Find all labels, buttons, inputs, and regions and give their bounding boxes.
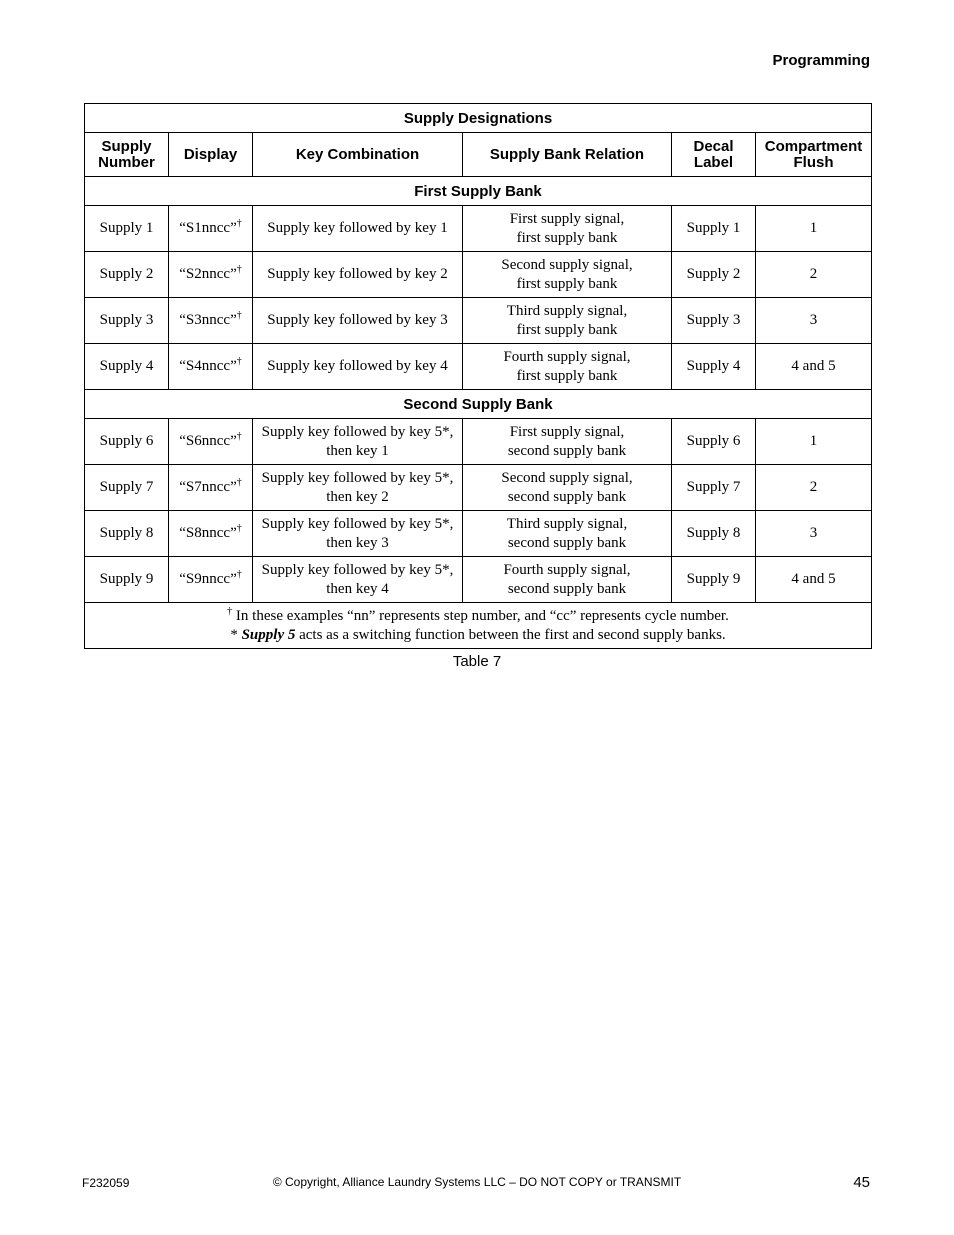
key-combination-cell (253, 557, 463, 603)
cell-line: Supply key followed by key 5*, (261, 561, 454, 578)
key-combination-cell (253, 298, 463, 344)
column-header-line: Display (183, 145, 238, 163)
display-cell (169, 419, 253, 465)
display-code: “S6nncc” (179, 433, 237, 449)
column-header-line: Compartment (764, 137, 863, 155)
supply-number-cell: Supply 8 (85, 511, 169, 557)
cell-line: Third supply signal, (506, 302, 628, 319)
supply-number-cell: Supply 2 (85, 252, 169, 298)
display-code: “S2nncc” (179, 266, 237, 282)
display-cell (169, 206, 253, 252)
cell-line: then key 2 (326, 488, 389, 505)
decal-label-cell: Supply 4 (672, 344, 756, 390)
dagger-mark: † (236, 356, 242, 367)
cell-line: Second supply signal, (501, 469, 633, 486)
compartment-flush-cell: 4 and 5 (756, 557, 872, 603)
table-row (85, 557, 872, 603)
bank-row (85, 390, 872, 419)
cell-line: second supply bank (507, 488, 627, 505)
table-row (85, 344, 872, 390)
table-caption: Table 7 (452, 653, 502, 670)
dagger-mark: † (236, 310, 242, 321)
star-footnote (88, 626, 868, 645)
decal-label-cell: Supply 2 (672, 252, 756, 298)
bank-relation-cell (463, 511, 672, 557)
dagger-mark: † (236, 218, 242, 229)
display-code: “S8nncc” (179, 525, 237, 541)
table-title: Supply Designations (85, 104, 872, 133)
column-header (756, 133, 872, 177)
bank-label: Second Supply Bank (85, 390, 872, 419)
display-code: “S4nncc” (179, 358, 237, 374)
bank-relation-cell (463, 557, 672, 603)
column-header (463, 133, 672, 177)
compartment-flush-cell: 3 (756, 298, 872, 344)
table-row (85, 465, 872, 511)
cell-line: Supply key followed by key 2 (267, 266, 448, 282)
bank-relation-cell (463, 465, 672, 511)
cell-line: Supply key followed by key 5*, (261, 469, 454, 486)
compartment-flush-cell: 3 (756, 511, 872, 557)
cell-line: first supply bank (516, 275, 618, 292)
key-combination-cell (253, 344, 463, 390)
cell-line: first supply bank (516, 321, 618, 338)
star-footnote-emphasis: Supply 5 (241, 626, 296, 643)
compartment-flush-cell: 2 (756, 252, 872, 298)
display-cell (169, 511, 253, 557)
cell-line: second supply bank (507, 580, 627, 597)
column-header-row (85, 133, 872, 177)
column-header-line: Number (98, 153, 155, 171)
cell-line: Supply key followed by key 4 (267, 358, 448, 374)
cell-line: First supply signal, (509, 210, 625, 227)
dagger-mark: † (236, 569, 242, 580)
key-combination-cell (253, 419, 463, 465)
dagger-mark: † (236, 431, 242, 442)
display-cell (169, 344, 253, 390)
decal-label-cell: Supply 6 (672, 419, 756, 465)
table-row (85, 206, 872, 252)
table-row (85, 419, 872, 465)
compartment-flush-cell: 1 (756, 419, 872, 465)
table-row (85, 298, 872, 344)
column-header (672, 133, 756, 177)
cell-line: Supply key followed by key 5*, (261, 515, 454, 532)
dagger-mark: † (236, 523, 242, 534)
footnote-row (85, 603, 872, 649)
column-header-line: Label (693, 153, 734, 171)
section-header: Programming (772, 52, 870, 69)
display-code: “S3nncc” (179, 312, 237, 328)
bank-relation-cell (463, 252, 672, 298)
display-cell (169, 557, 253, 603)
key-combination-cell (253, 511, 463, 557)
bank-relation-cell (463, 206, 672, 252)
copyright-notice: © Copyright, Alliance Laundry Systems LLC – DO NOT COPY or TRANSMIT (272, 1175, 682, 1189)
display-cell (169, 465, 253, 511)
cell-line: Supply key followed by key 1 (267, 220, 448, 236)
cell-line: Fourth supply signal, (503, 348, 631, 365)
cell-line: Second supply signal, (501, 256, 633, 273)
compartment-flush-cell: 2 (756, 465, 872, 511)
display-cell (169, 298, 253, 344)
star-mark: * (230, 626, 242, 643)
cell-line: Third supply signal, (506, 515, 628, 532)
star-footnote-text: acts as a switching function between the first and second supply banks. (295, 626, 726, 643)
compartment-flush-cell: 1 (756, 206, 872, 252)
bank-row (85, 177, 872, 206)
dagger-mark: † (236, 477, 242, 488)
dagger-mark: † (227, 605, 233, 617)
key-combination-cell (253, 465, 463, 511)
decal-label-cell: Supply 7 (672, 465, 756, 511)
cell-line: first supply bank (516, 367, 618, 384)
cell-line: Supply key followed by key 3 (267, 312, 448, 328)
column-header-line: Decal (693, 137, 734, 155)
dagger-footnote (88, 607, 868, 626)
column-header-line: Supply (101, 137, 152, 155)
compartment-flush-cell: 4 and 5 (756, 344, 872, 390)
dagger-footnote-text: In these examples “nn” represents step number, and “cc” represents cycle number. (232, 607, 729, 624)
supply-number-cell: Supply 6 (85, 419, 169, 465)
bank-relation-cell (463, 419, 672, 465)
decal-label-cell: Supply 8 (672, 511, 756, 557)
cell-line: Supply key followed by key 5*, (261, 423, 454, 440)
supply-number-cell: Supply 9 (85, 557, 169, 603)
table-row (85, 252, 872, 298)
dagger-mark: † (236, 264, 242, 275)
document-number: F232059 (82, 1176, 130, 1190)
column-header (85, 133, 169, 177)
display-code: “S7nncc” (179, 479, 237, 495)
supply-number-cell: Supply 4 (85, 344, 169, 390)
cell-line: then key 1 (326, 442, 389, 459)
bank-relation-cell (463, 298, 672, 344)
footnotes (85, 603, 872, 649)
display-code: “S9nncc” (179, 571, 237, 587)
cell-line: second supply bank (507, 534, 627, 551)
cell-line: then key 4 (326, 580, 389, 597)
cell-line: second supply bank (507, 442, 627, 459)
cell-line: first supply bank (516, 229, 618, 246)
decal-label-cell: Supply 9 (672, 557, 756, 603)
display-code: “S1nncc” (179, 220, 237, 236)
column-header-line: Flush (793, 153, 834, 171)
display-cell (169, 252, 253, 298)
bank-relation-cell (463, 344, 672, 390)
decal-label-cell: Supply 3 (672, 298, 756, 344)
cell-line: Fourth supply signal, (503, 561, 631, 578)
table-row (85, 511, 872, 557)
page-number: 45 (853, 1174, 870, 1191)
bank-label: First Supply Bank (85, 177, 872, 206)
supply-number-cell: Supply 3 (85, 298, 169, 344)
column-header (169, 133, 253, 177)
cell-line: First supply signal, (509, 423, 625, 440)
supply-designations-table (84, 103, 872, 649)
column-header (253, 133, 463, 177)
supply-number-cell: Supply 7 (85, 465, 169, 511)
key-combination-cell (253, 206, 463, 252)
cell-line: then key 3 (326, 534, 389, 551)
column-header-line: Supply Bank Relation (489, 145, 645, 163)
key-combination-cell (253, 252, 463, 298)
column-header-line: Key Combination (295, 145, 420, 163)
supply-number-cell: Supply 1 (85, 206, 169, 252)
decal-label-cell: Supply 1 (672, 206, 756, 252)
